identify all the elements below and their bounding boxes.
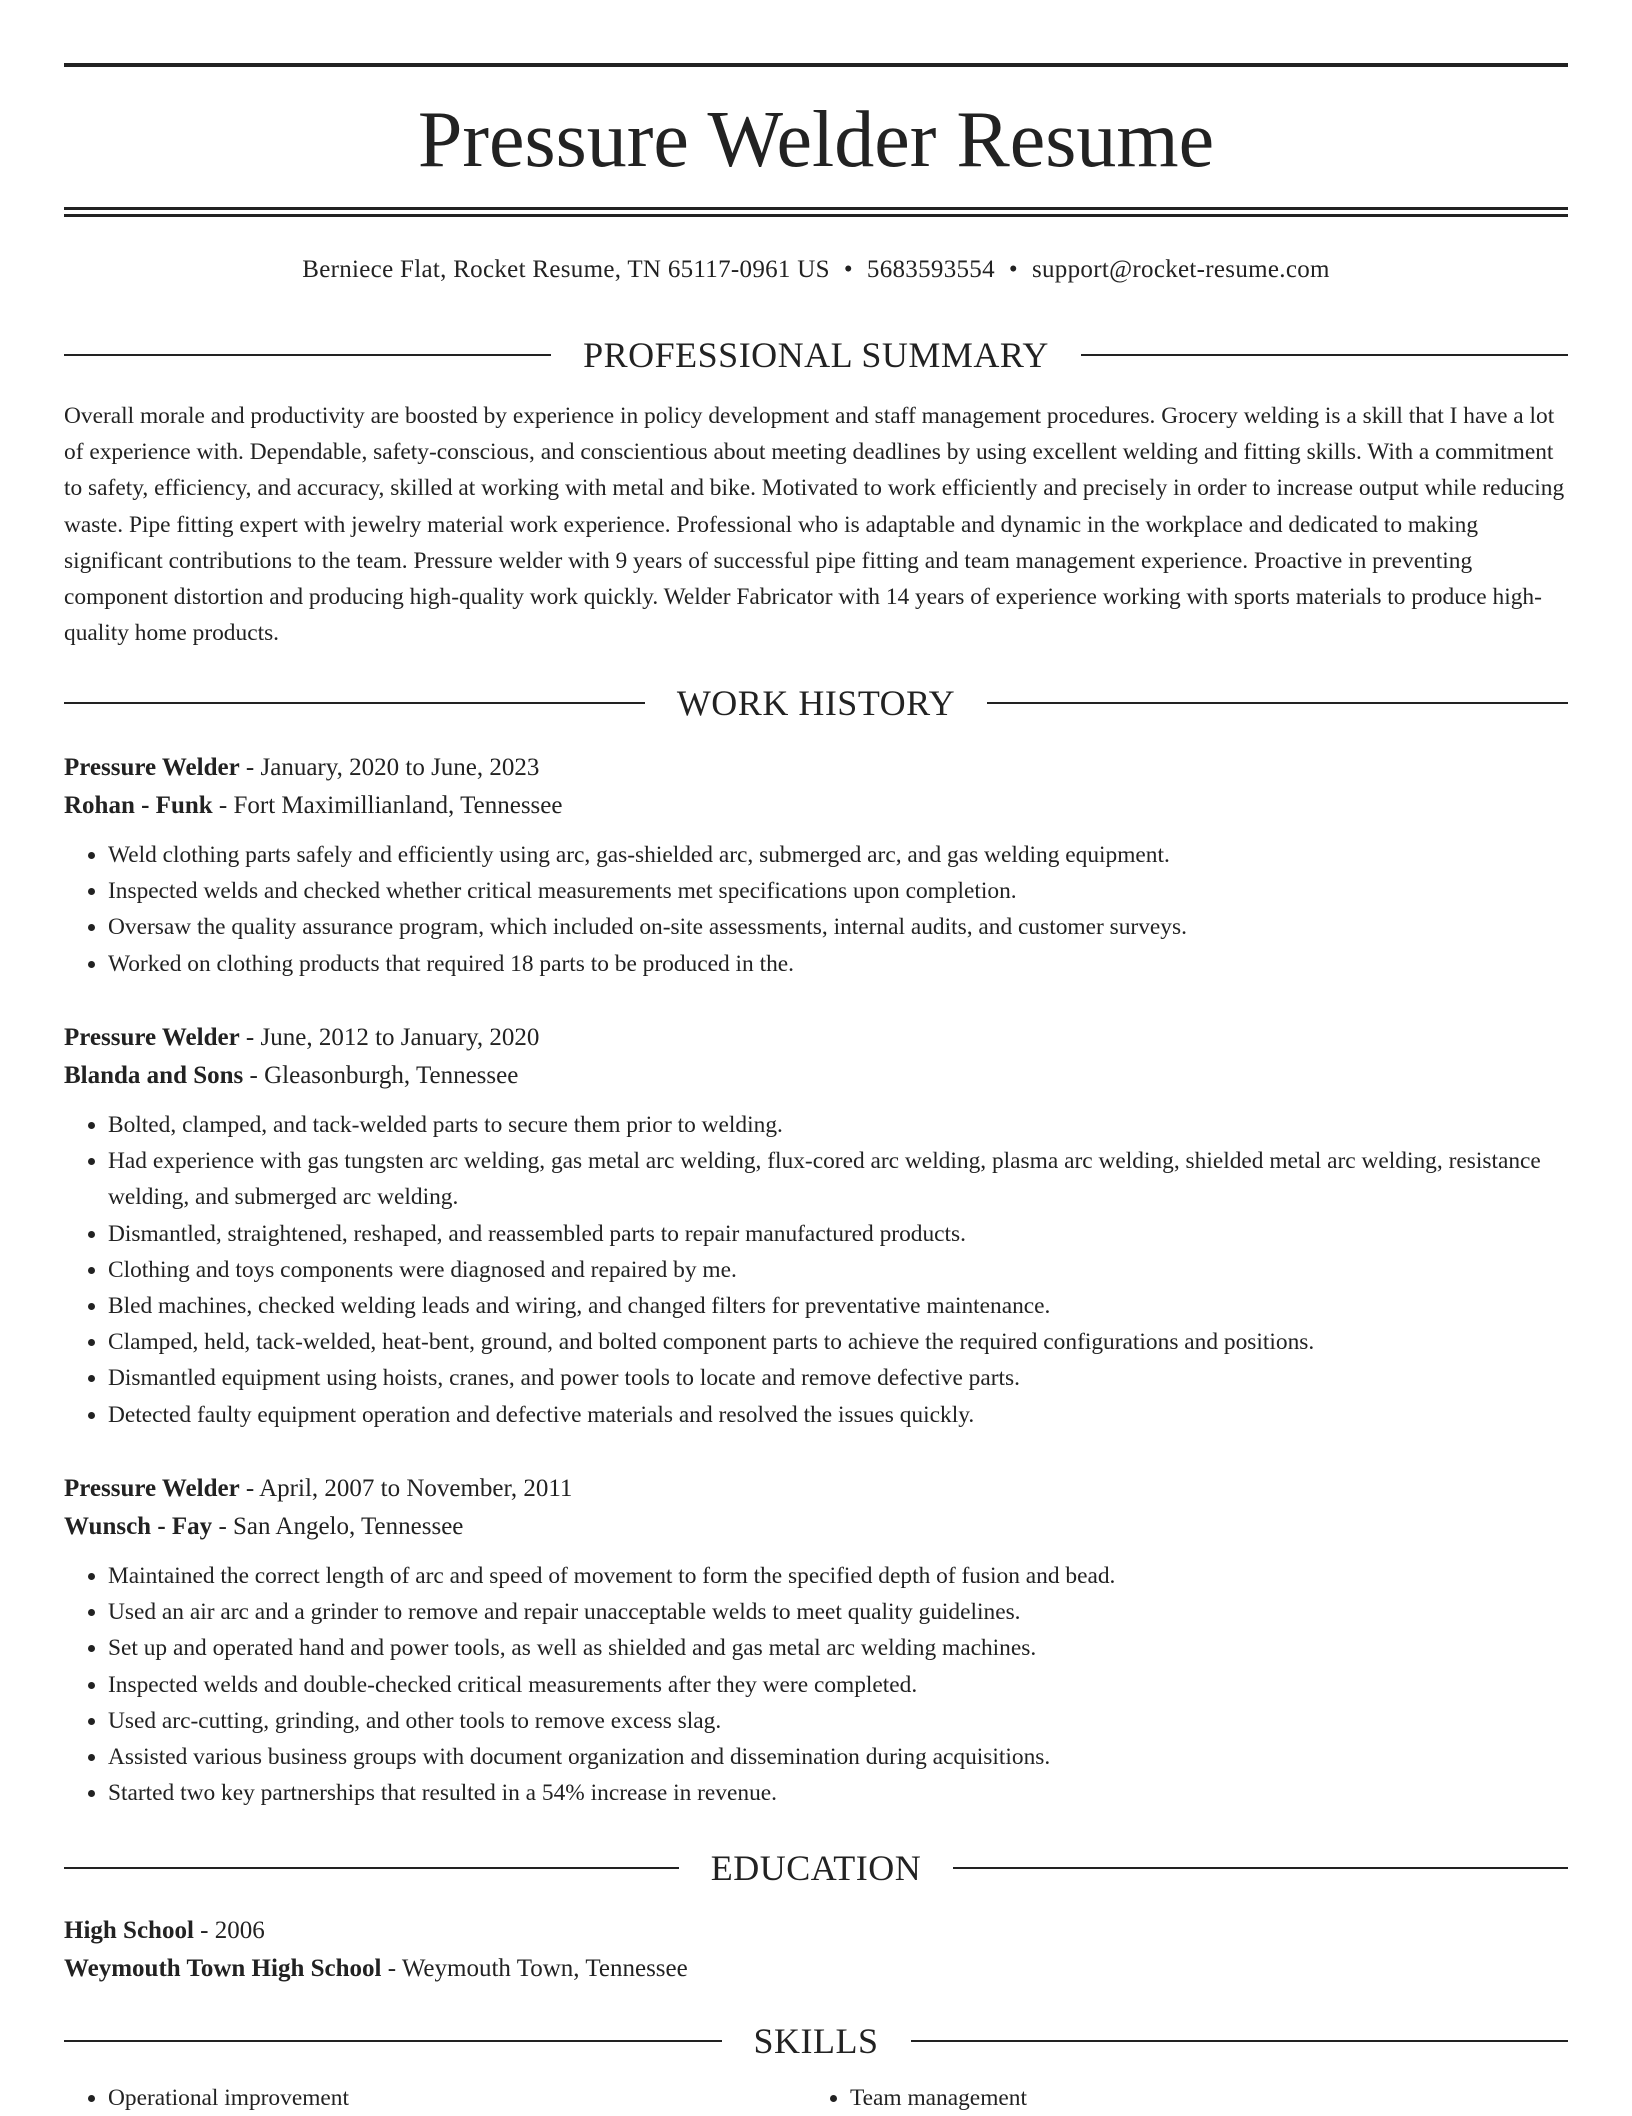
job-bullets bbox=[64, 1558, 1568, 1811]
section-title: WORK HISTORY bbox=[676, 683, 956, 723]
job-bullet: • Used an air arc and a grinder to remove and repair unacceptable welds to meet quality guidelines. bbox=[108, 1594, 1568, 1630]
job-entry bbox=[64, 749, 1568, 982]
section-header-education bbox=[64, 1846, 1568, 1890]
skills-column-left bbox=[64, 2080, 806, 2116]
job-title-line bbox=[64, 1470, 1568, 1508]
job-bullet: • Bled machines, checked welding leads and wiring, and changed filters for preventative maintenance. bbox=[108, 1288, 1568, 1324]
section-rule bbox=[1081, 354, 1568, 356]
skill-item: • Team management bbox=[850, 2080, 1548, 2116]
job-company: Rohan - Funk bbox=[64, 792, 213, 819]
job-bullet: • Bolted, clamped, and tack-welded parts to secure them prior to welding. bbox=[108, 1107, 1568, 1143]
resume-title: Pressure Welder Resume bbox=[417, 96, 1215, 184]
skills-list bbox=[64, 2080, 1568, 2116]
education-year: - 2006 bbox=[193, 1917, 265, 1944]
contact-line bbox=[64, 252, 1568, 288]
job-bullet: • Clothing and toys components were diagnosed and repaired by me. bbox=[108, 1252, 1568, 1288]
job-bullet: • Inspected welds and double-checked critical measurements after they were completed. bbox=[108, 1667, 1568, 1703]
job-bullet: • Assisted various business groups with document organization and dissemination during acquisitions. bbox=[108, 1739, 1568, 1775]
education-degree-line bbox=[64, 1912, 1568, 1950]
section-header-work bbox=[64, 681, 1568, 725]
job-location: - Fort Maximillianland, Tennessee bbox=[212, 792, 563, 819]
job-bullet: • Started two key partnerships that resulted in a 54% increase in revenue. bbox=[108, 1775, 1568, 1811]
section-header-skills bbox=[64, 2019, 1568, 2063]
job-bullet: • Set up and operated hand and power tools, as well as shielded and gas metal arc welding machines. bbox=[108, 1630, 1568, 1666]
job-bullet: • Dismantled, straightened, reshaped, and reassembled parts to repair manufactured products. bbox=[108, 1216, 1568, 1252]
job-title: Pressure Welder bbox=[64, 1024, 240, 1051]
job-company-line bbox=[64, 1508, 1568, 1546]
top-rule bbox=[64, 63, 1568, 67]
job-dates: - June, 2012 to January, 2020 bbox=[239, 1024, 540, 1051]
section-title: SKILLS bbox=[753, 2021, 879, 2061]
job-location: - San Angelo, Tennessee bbox=[212, 1513, 464, 1540]
section-rule bbox=[953, 1867, 1568, 1869]
job-bullets bbox=[64, 837, 1568, 982]
job-title: Pressure Welder bbox=[64, 1475, 240, 1502]
job-bullet: • Worked on clothing products that required 18 parts to be produced in the. bbox=[108, 946, 1568, 982]
section-title: PROFESSIONAL SUMMARY bbox=[583, 335, 1049, 375]
job-bullet: • Used arc-cutting, grinding, and other tools to remove excess slag. bbox=[108, 1703, 1568, 1739]
job-bullets bbox=[64, 1107, 1568, 1433]
contact-address: Berniece Flat, Rocket Resume, TN 65117-0961 US bbox=[302, 256, 830, 283]
contact-email: support@rocket-resume.com bbox=[1031, 256, 1330, 283]
job-entry bbox=[64, 1019, 1568, 1433]
education-entry bbox=[64, 1912, 1568, 1988]
job-dates: - April, 2007 to November, 2011 bbox=[239, 1475, 573, 1502]
education-school: Weymouth Town High School bbox=[64, 1955, 382, 1982]
section-rule bbox=[64, 2040, 722, 2042]
summary-text: Overall morale and productivity are boosted by experience in policy development and staff management procedures. Grocery welding is a skill that I have a lot of experience with. Dependable, safety-conscious, and conscientious about meeting deadlines by using excellent welding and fitting skills. With a commitment to safety, efficiency, and accuracy, skilled at working with metal and bike. Motivated to work efficiently and precisely in order to increase output while reducing waste. Pipe fitting expert with jewelry material work experience. Professional who is adaptable and dynamic in the workplace and dedicated to making significant contributions to the team. Pressure welder with 9 years of successful pipe fitting and team management experience. Proactive in preventing component distortion and producing high-quality work quickly. Welder Fabricator with 14 years of experience working with sports materials to produce high-quality home products. bbox=[64, 403, 1565, 647]
job-company-line bbox=[64, 1057, 1568, 1095]
job-company-line bbox=[64, 787, 1568, 825]
job-bullet: • Clamped, held, tack-welded, heat-bent, ground, and bolted component parts to achieve the required configurations and positions. bbox=[108, 1324, 1568, 1360]
job-bullet: • Detected faulty equipment operation and defective materials and resolved the issues quickly. bbox=[108, 1397, 1568, 1433]
section-title: EDUCATION bbox=[710, 1848, 922, 1888]
section-rule bbox=[911, 2040, 1569, 2042]
education-school-line bbox=[64, 1950, 1568, 1988]
job-company: Wunsch - Fay bbox=[64, 1513, 213, 1540]
job-bullet: • Weld clothing parts safely and efficiently using arc, gas-shielded arc, submerged arc, and gas welding equipment. bbox=[108, 837, 1568, 873]
job-bullet: • Had experience with gas tungsten arc welding, gas metal arc welding, flux-cored arc welding, plasma arc welding, shielded metal arc welding, resistance welding, and submerged arc welding. bbox=[108, 1143, 1568, 1215]
section-rule bbox=[64, 702, 645, 704]
education-degree: High School bbox=[64, 1917, 194, 1944]
job-title-line bbox=[64, 1019, 1568, 1057]
job-title: Pressure Welder bbox=[64, 754, 240, 781]
job-entry bbox=[64, 1470, 1568, 1811]
job-company: Blanda and Sons bbox=[64, 1062, 244, 1089]
job-bullet: • Maintained the correct length of arc and speed of movement to form the specified depth of fusion and bead. bbox=[108, 1558, 1568, 1594]
skill-item: • Operational improvement bbox=[108, 2080, 806, 2116]
job-bullet: • Inspected welds and checked whether critical measurements met specifications upon completion. bbox=[108, 873, 1568, 909]
job-title-line bbox=[64, 749, 1568, 787]
job-bullet: • Dismantled equipment using hoists, cranes, and power tools to locate and remove defective parts. bbox=[108, 1360, 1568, 1396]
section-rule bbox=[64, 354, 551, 356]
title-double-rule bbox=[64, 207, 1568, 217]
contact-phone: 5683593554 bbox=[866, 256, 995, 283]
education-location: - Weymouth Town, Tennessee bbox=[381, 1955, 688, 1982]
section-rule bbox=[987, 702, 1568, 704]
job-location: - Gleasonburgh, Tennessee bbox=[243, 1062, 519, 1089]
contact-separator: • bbox=[843, 256, 853, 283]
job-dates: - January, 2020 to June, 2023 bbox=[239, 754, 540, 781]
section-rule bbox=[64, 1867, 679, 1869]
contact-separator: • bbox=[1008, 256, 1018, 283]
job-bullet: • Oversaw the quality assurance program, which included on-site assessments, internal audits, and customer surveys. bbox=[108, 909, 1568, 945]
section-header-summary bbox=[64, 333, 1568, 377]
skills-column-right bbox=[806, 2080, 1548, 2116]
